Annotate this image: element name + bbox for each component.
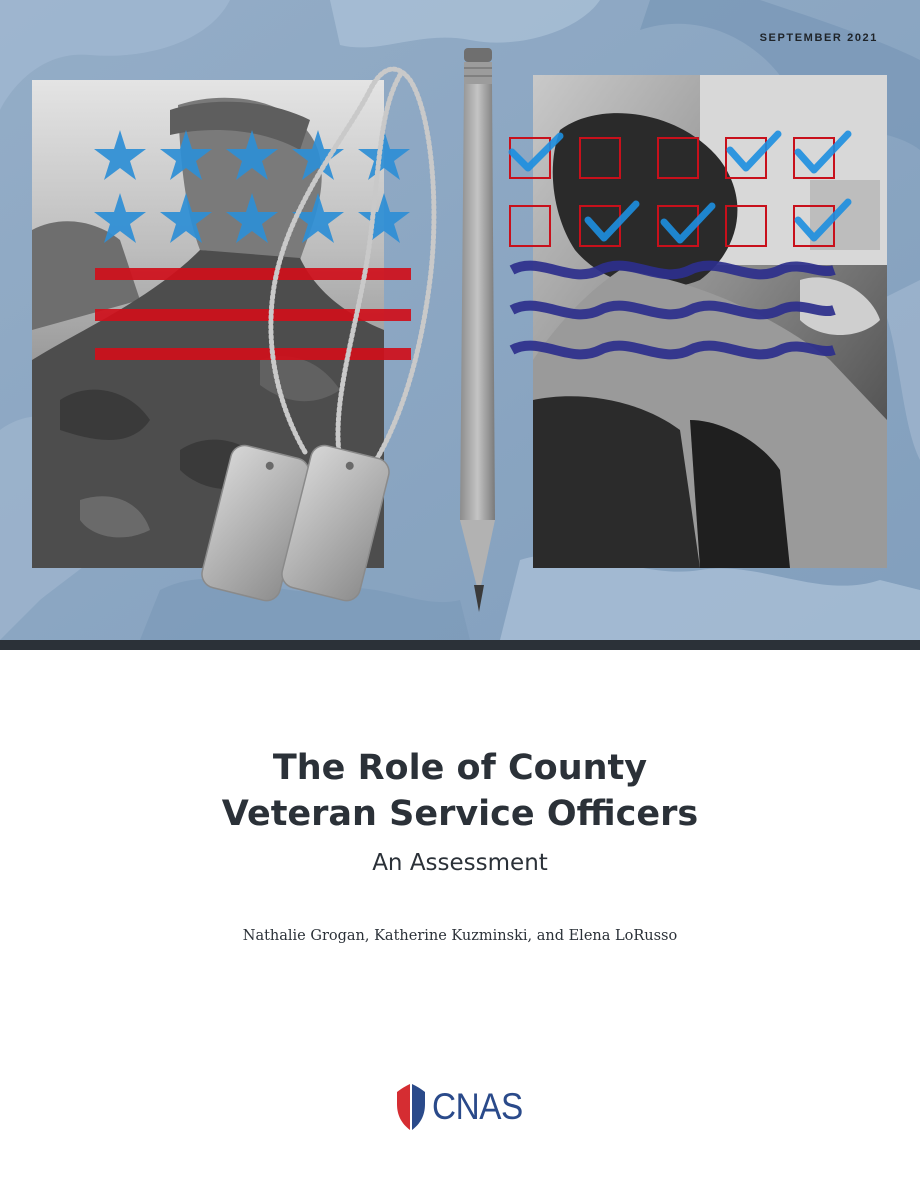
report-authors: Nathalie Grogan, Katherine Kuzminski, and Elena LoRusso (242, 928, 678, 944)
hero-divider-bar (0, 640, 920, 650)
report-title-line-1: The Role of County (272, 748, 648, 788)
report-subtitle: An Assessment (372, 850, 548, 876)
report-title-line-2: Veteran Service Officers (221, 794, 699, 834)
dog-tags (199, 443, 392, 604)
cnas-shield-icon (396, 1084, 426, 1130)
cnas-logo-text: CNAS (432, 1086, 523, 1127)
cnas-logo (396, 1083, 533, 1131)
publication-date: SEPTEMBER 2021 (759, 32, 878, 44)
pencil-graphic (460, 48, 495, 612)
